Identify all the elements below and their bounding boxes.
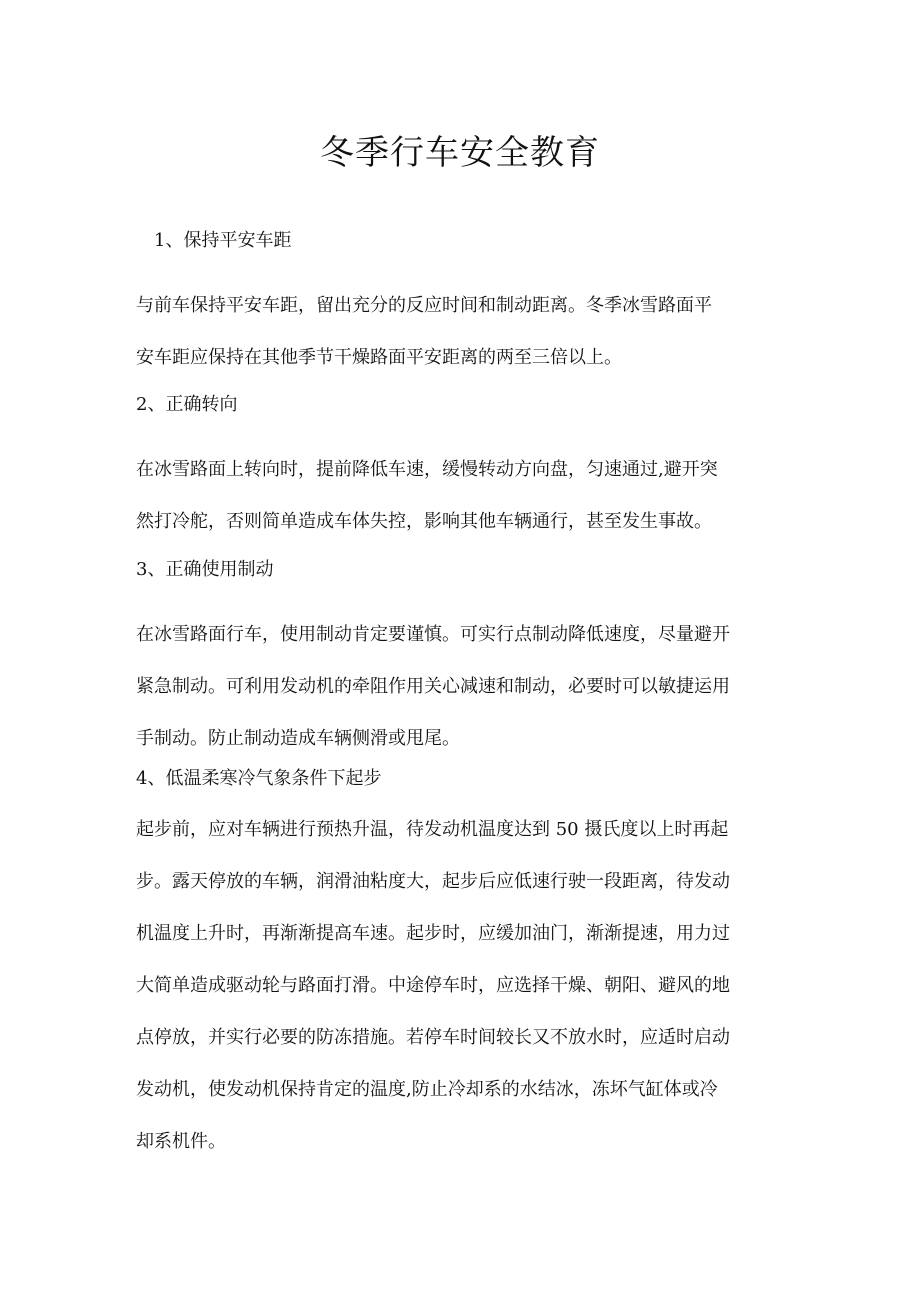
section-paragraph-4 bbox=[136, 804, 788, 1168]
section-heading-3: 3、正确使用制动 bbox=[136, 559, 274, 580]
paragraph-line: 然打冷舵，否则简单造成车体失控，影响其他车辆通行，甚至发生事故。 bbox=[136, 511, 712, 532]
section-paragraph-1 bbox=[136, 280, 788, 384]
paragraph-line: 机温度上升时，再渐渐提高车速。起步时，应缓加油门，渐渐提速，用力过 bbox=[136, 923, 730, 944]
paragraph-line: 大简单造成驱动轮与路面打滑。中途停车时，应选择干燥、朝阳、避风的地 bbox=[136, 975, 730, 996]
paragraph-line: 紧急制动。可利用发动机的牵阻作用关心减速和制动，必要时可以敏捷运用 bbox=[136, 676, 730, 697]
paragraph-line: 起步前，应对车辆进行预热升温，待发动机温度达到 50 摄氏度以上时再起 bbox=[136, 819, 729, 840]
paragraph-line: 在冰雪路面行车，使用制动肯定要谨慎。可实行点制动降低速度，尽量避开 bbox=[136, 624, 730, 645]
section-paragraph-2 bbox=[136, 444, 788, 548]
paragraph-line: 点停放，并实行必要的防冻措施。若停车时间较长又不放水时，应适时启动 bbox=[136, 1027, 730, 1048]
section-heading-4: 4、低温柔寒冷气象条件下起步 bbox=[136, 768, 382, 789]
paragraph-line: 在冰雪路面上转向时，提前降低车速，缓慢转动方向盘，匀速通过,避开突 bbox=[136, 459, 718, 480]
paragraph-line: 步。露天停放的车辆，润滑油粘度大，起步后应低速行驶一段距离，待发动 bbox=[136, 871, 730, 892]
paragraph-line: 发动机，使发动机保持肯定的温度,防止冷却系的水结冰，冻坏气缸体或冷 bbox=[136, 1079, 718, 1100]
paragraph-line: 与前车保持平安车距，留出充分的反应时间和制动距离。冬季冰雪路面平 bbox=[136, 295, 712, 316]
section-heading-2: 2、正确转向 bbox=[136, 394, 238, 415]
paragraph-line: 安车距应保持在其他季节干燥路面平安距离的两至三倍以上。 bbox=[136, 347, 622, 368]
paragraph-line: 手制动。防止制动造成车辆侧滑或甩尾。 bbox=[136, 728, 460, 749]
section-paragraph-3 bbox=[136, 609, 788, 765]
paragraph-line: 却系机件。 bbox=[136, 1131, 226, 1152]
section-heading-1: 1、保持平安车距 bbox=[154, 230, 292, 251]
document-title: 冬季行车安全教育 bbox=[320, 133, 600, 173]
